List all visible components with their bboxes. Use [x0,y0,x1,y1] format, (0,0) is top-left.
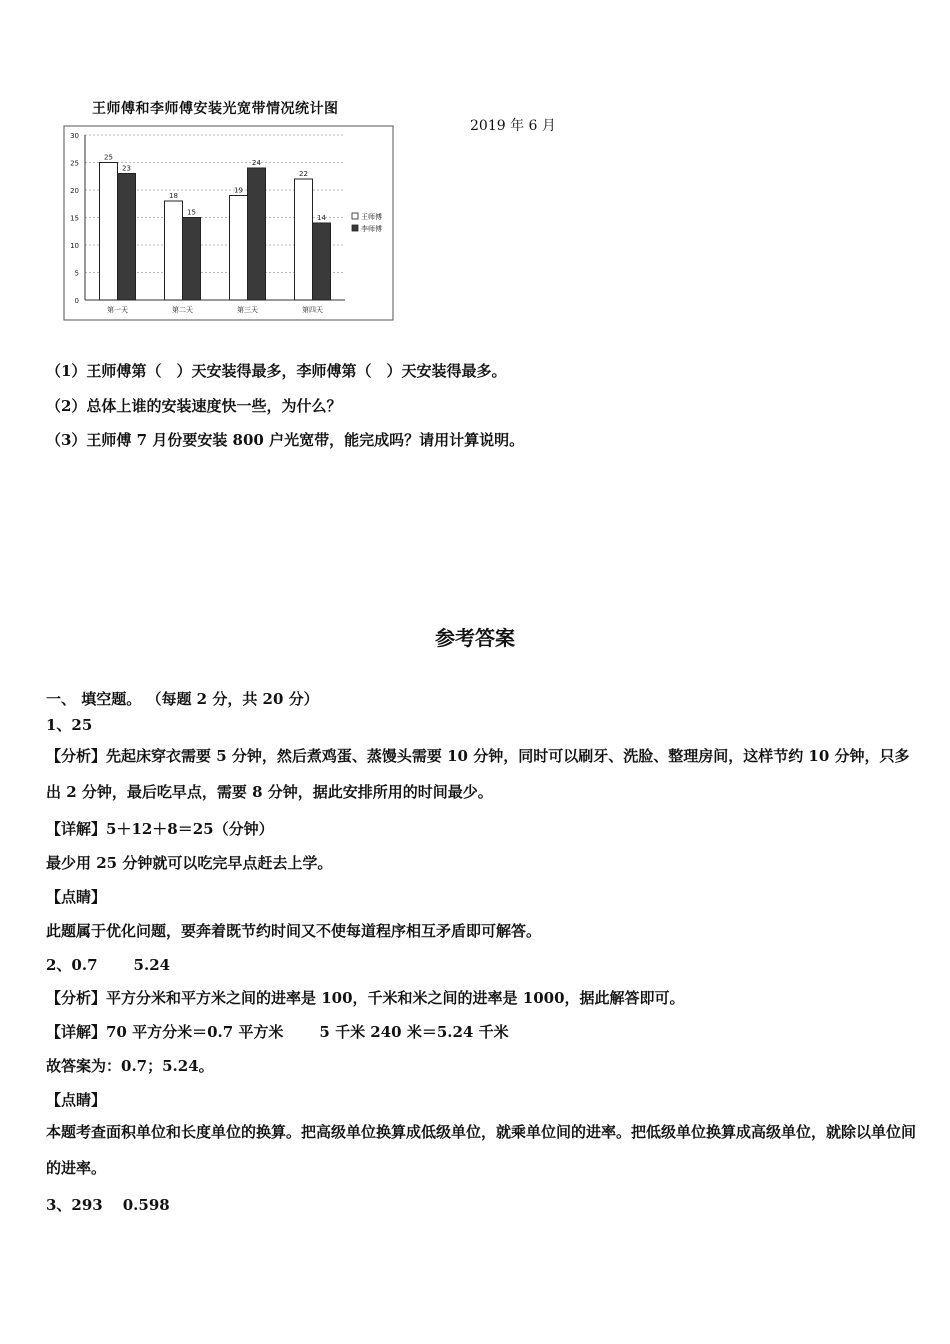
answer-1-title: 1、25 [46,716,93,734]
answer-2-title [46,954,170,975]
chart-title: 王师傅和李师傅安装光宽带情况统计图 [92,101,339,117]
data-label: 14 [317,214,326,222]
y-tick-label: 0 [74,297,79,305]
answer-2-detail [46,1021,509,1042]
chart-date: 2019 年 6 月 [470,118,556,134]
legend-label: 王师傅 [361,213,382,221]
data-label: 22 [299,170,308,178]
y-tick-label: 10 [70,242,79,250]
answer-2-detail-b: 5 千米 240 米＝5.24 千米 [319,1023,509,1041]
answer-3-value-a: 3、293 [46,1196,103,1214]
answer-1-conclusion: 最少用 25 分钟就可以吃完早点赶去上学。 [46,854,333,872]
section-title: 一、 填空题。 （每题 2 分，共 20 分） [46,690,319,708]
y-tick-label: 20 [70,187,79,195]
bar-chart [60,125,395,323]
answer-1-tip: 此题属于优化问题，要奔着既节约时间又不使每道程序相互矛盾即可解答。 [46,922,542,940]
data-label: 15 [187,208,196,217]
answer-1-tip-label: 【点睛】 [46,888,107,906]
data-label: 18 [169,192,178,200]
answer-3-title [46,1194,170,1215]
bar-li [248,168,266,300]
bar-li [313,223,331,300]
answer-2-value-a: 2、0.7 [46,956,98,974]
answer-2-answer: 故答案为：0.7；5.24。 [46,1057,214,1075]
y-tick-label: 25 [70,159,79,168]
y-tick-label: 30 [70,132,79,140]
answer-1-analysis: 【分析】先起床穿衣需要 5 分钟，然后煮鸡蛋、蒸馒头需要 10 分钟，同时可以刷牙、洗脸、整理房间，这样节约 10 分钟，只多出 2 分钟，最后吃早点，需要 8 分钟，据此安排所用的时间最少。 [46,747,910,801]
answer-2-value-b: 5.24 [133,956,171,974]
x-tick-label: 第一天 [107,306,128,314]
y-tick-label: 5 [74,269,79,278]
answer-1-detail: 【详解】5＋12＋8＝25（分钟） [46,820,274,838]
bar-wang [295,179,313,300]
question-3: （3）王师傅 7 月份要安装 800 户光宽带，能完成吗？请用计算说明。 [46,431,525,449]
data-label: 24 [252,159,261,167]
bar-li [118,174,136,301]
x-tick-label: 第四天 [302,306,323,314]
legend-swatch [352,213,358,219]
bar-wang [230,196,248,301]
bar-wang [165,201,183,300]
bar-wang [100,163,118,301]
data-label: 25 [104,153,113,162]
answer-3-value-b: 0.598 [122,1196,170,1214]
x-tick-label: 第二天 [172,306,193,314]
legend-swatch [352,225,358,231]
answer-2-analysis: 【分析】平方分米和平方米之间的进率是 100，千米和米之间的进率是 1000，据此解答即可。 [46,989,685,1007]
data-label: 23 [122,164,131,173]
question-1: （1）王师傅第（ ）天安装得最多，李师傅第（ ）天安装得最多。 [46,362,507,380]
legend-label: 李师傅 [361,225,382,233]
answer-heading: 参考答案 [435,626,515,650]
answer-2-tip-label: 【点睛】 [46,1091,107,1109]
y-tick-label: 15 [70,214,79,223]
bar-li [183,218,201,301]
x-tick-label: 第三天 [237,306,258,314]
answer-2-detail-a: 【详解】70 平方分米＝0.7 平方米 [46,1023,284,1041]
data-label: 19 [234,186,243,195]
question-2: （2）总体上谁的安装速度快一些，为什么？ [46,397,342,415]
answer-2-tip: 本题考查面积单位和长度单位的换算。把高级单位换算成低级单位，就乘单位间的进率。把低级单位换算成高级单位，就除以单位间的进率。 [46,1123,917,1177]
